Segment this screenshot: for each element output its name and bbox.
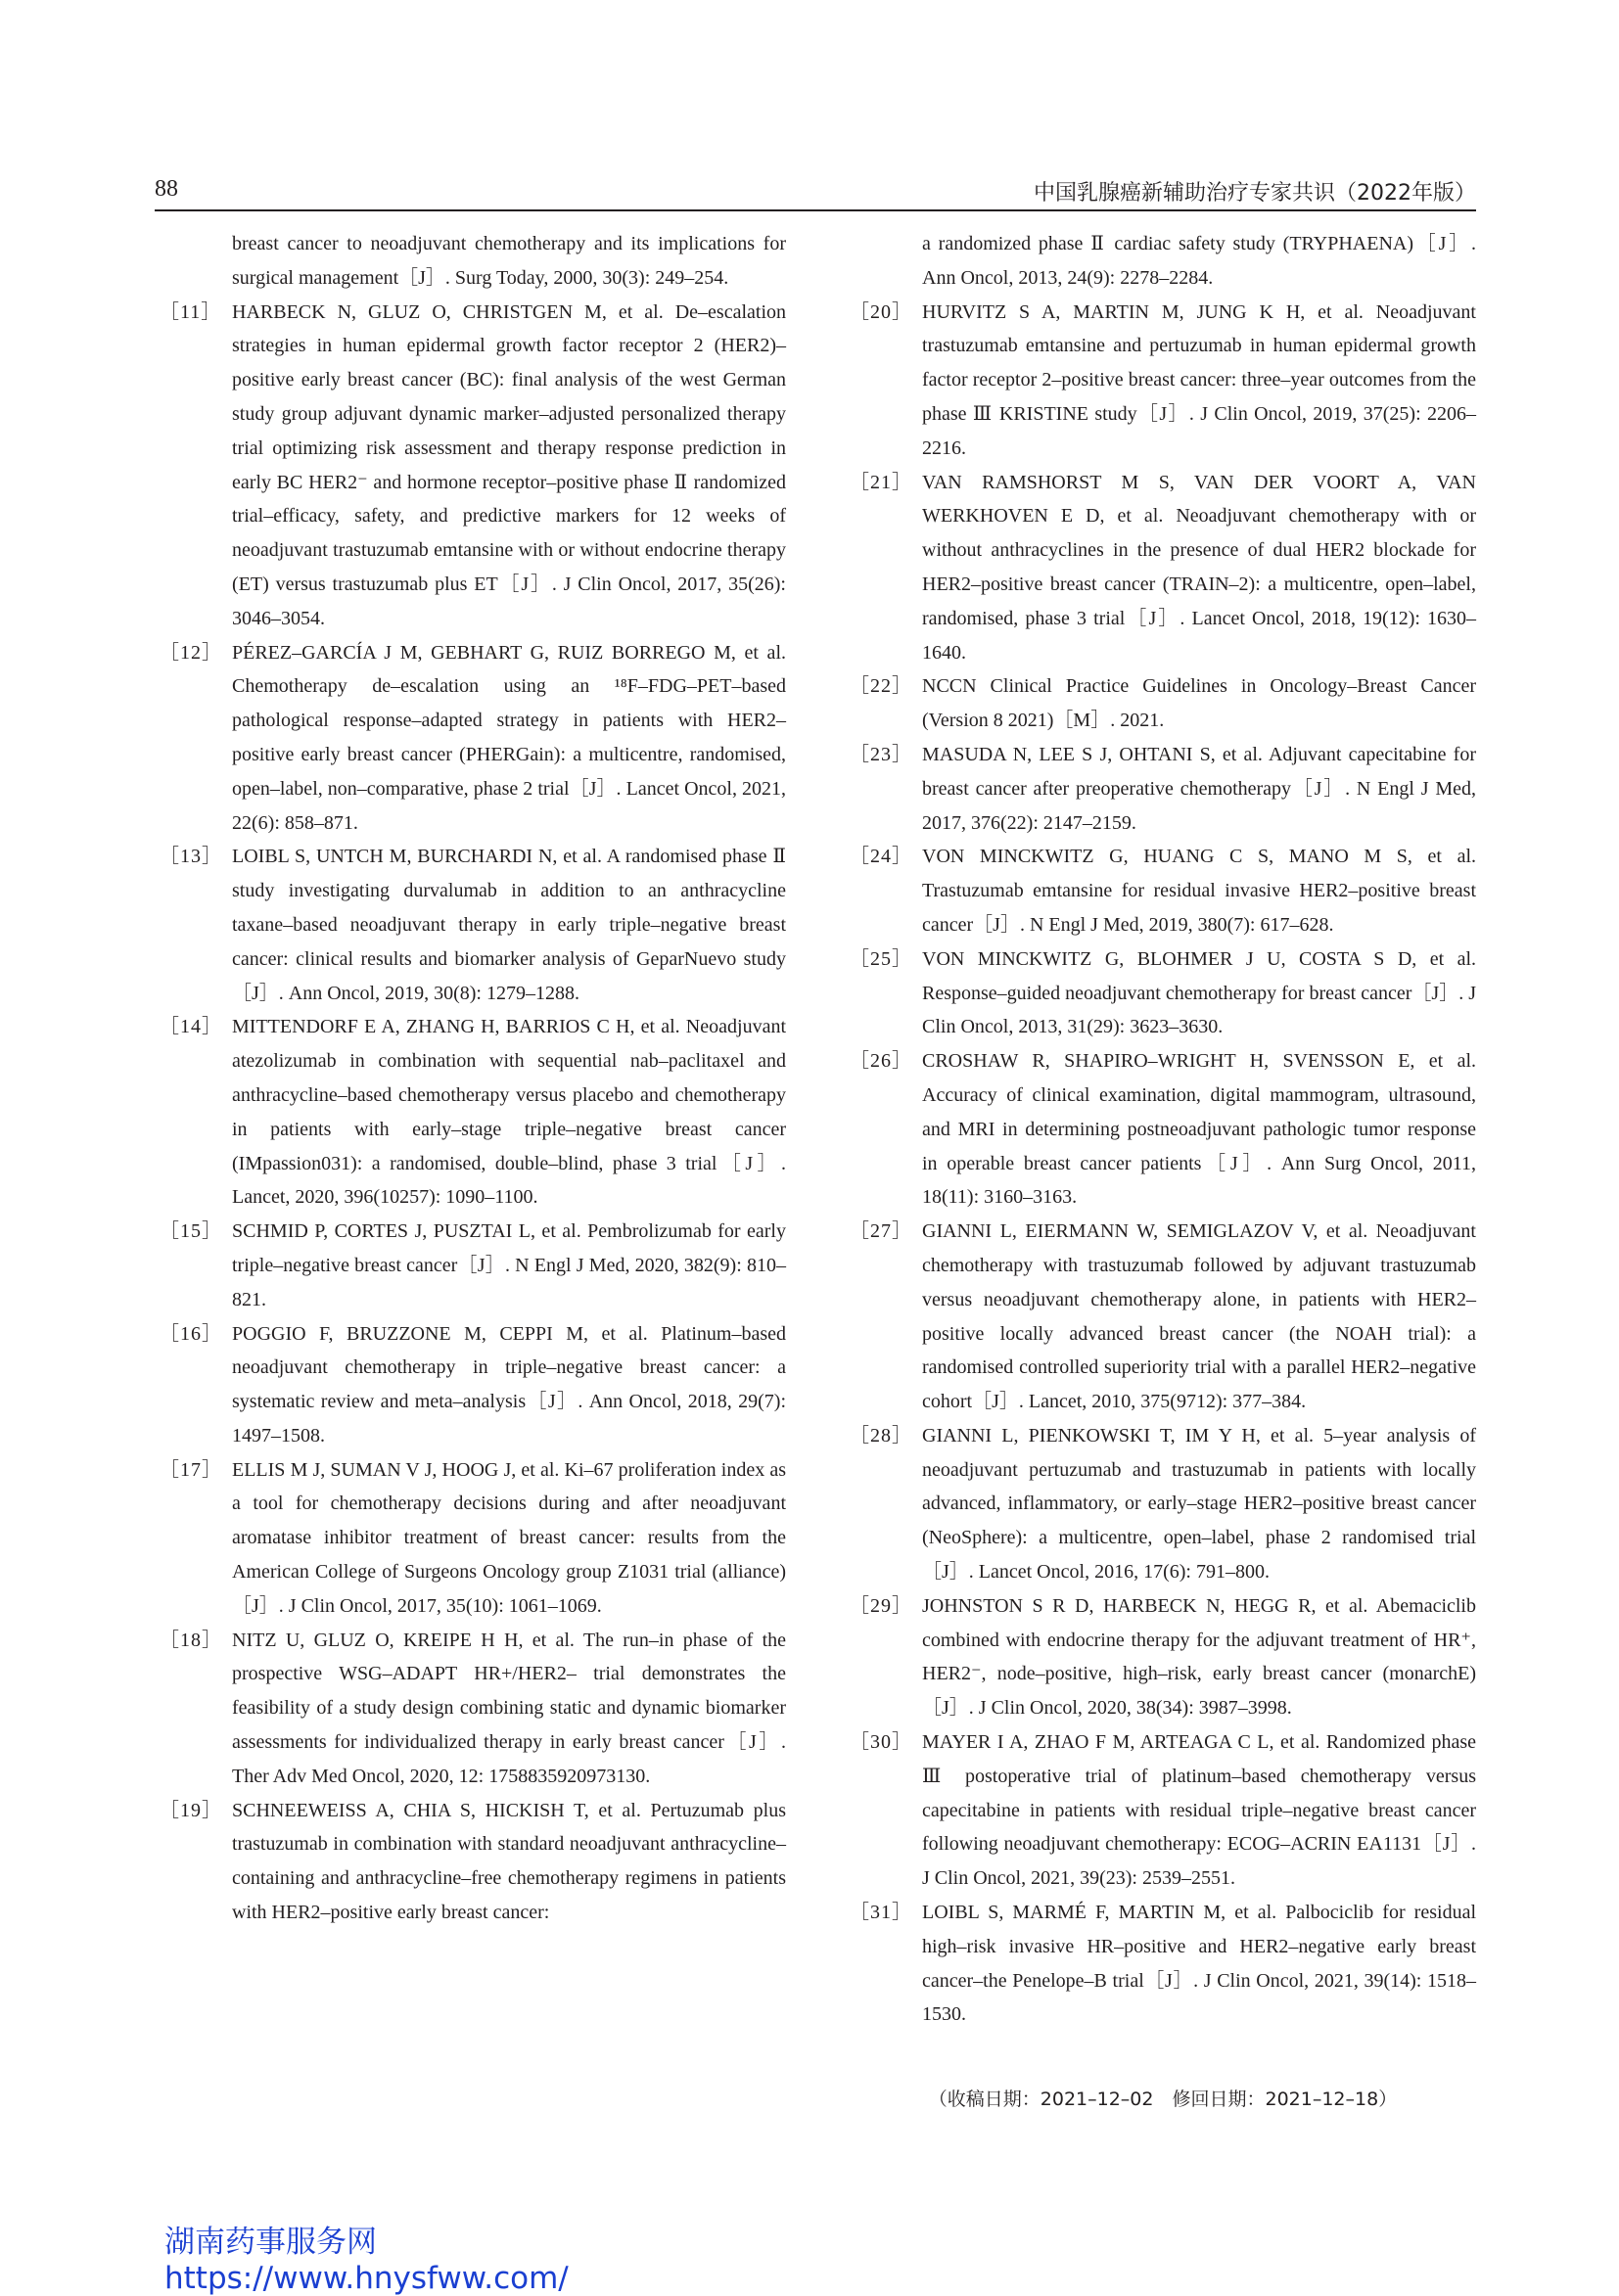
reference-text: SCHMID P, CORTES J, PUSZTAI L, et al. Pembrolizumab for early triple–negative breast cancer［J］. N Engl J Med, 2020, 382(9): 810–821. <box>232 1220 786 1310</box>
reference-number: ［31］ <box>850 1902 912 1924</box>
reference-number: ［13］ <box>160 846 222 868</box>
reference-number: ［29］ <box>850 1594 912 1617</box>
reference-item <box>850 227 1476 296</box>
reference-number: ［21］ <box>850 471 912 493</box>
reference-text: MASUDA N, LEE S J, OHTANI S, et al. Adjuvant capecitabine for breast cancer after preoperative chemotherapy［J］. N Engl J Med, 2017, 376(22): 2147–2159. <box>922 743 1476 834</box>
page-number: 88 <box>155 176 178 202</box>
reference-item <box>850 296 1476 466</box>
reference-number: ［26］ <box>850 1050 912 1073</box>
reference-item <box>850 1215 1476 1419</box>
reference-item <box>850 669 1476 738</box>
reference-text: PÉREZ–GARCÍA J M, GEBHART G, RUIZ BORREGO M, et al. Chemotherapy de–escalation using an ¹⁸F–FDG–PET–based pathological response–adapted strategy in patients with HER2–positive early breast cancer (PHERGain): a multicentre, randomised, open–label, non–comparative, phase 2 trial［J］. Lancet Oncol, 2021, 22(6): 858–871. <box>232 641 786 834</box>
reference-column-right <box>850 227 1476 2032</box>
reference-number: ［22］ <box>850 675 912 698</box>
reference-number: ［15］ <box>160 1220 222 1243</box>
reference-text: JOHNSTON S R D, HARBECK N, HEGG R, et al. Abemaciclib combined with endocrine therapy for the adjuvant treatment of HR⁺, HER2⁻, node–positive, high–risk, early breast cancer (monarchE)［J］. J Clin Oncol, 2020, 38(34): 3987–3998. <box>922 1594 1476 1720</box>
watermark-site-name: 湖南药事服务网 <box>164 2225 377 2260</box>
watermark-url-link[interactable]: https://www.hnysfww.com/ <box>164 2261 569 2296</box>
reference-text: CROSHAW R, SHAPIRO–WRIGHT H, SVENSSON E, et al. Accuracy of clinical examination, digital mammogram, ultrasound, and MRI in determining postneoadjuvant pathologic tumor response in operable breast cancer patients［J］. Ann Surg Oncol, 2011, 18(11): 3160–3163. <box>922 1050 1476 1209</box>
reference-number: ［12］ <box>160 641 222 664</box>
reference-item <box>160 840 786 1010</box>
reference-number: ［23］ <box>850 743 912 765</box>
reference-text: a randomized phase Ⅱ cardiac safety study (TRYPHAENA)［J］. Ann Oncol, 2013, 24(9): 2278–2284. <box>922 233 1476 289</box>
reference-item <box>160 1215 786 1316</box>
reference-item <box>160 1624 786 1794</box>
reference-number: ［19］ <box>160 1799 222 1821</box>
watermark <box>164 2224 569 2296</box>
reference-number: ［17］ <box>160 1458 222 1481</box>
reference-item <box>850 1896 1476 2032</box>
reference-number: ［27］ <box>850 1220 912 1243</box>
reference-item <box>160 1794 786 1930</box>
reference-item <box>850 1725 1476 1896</box>
reference-text: VON MINCKWITZ G, BLOHMER J U, COSTA S D, et al. Response–guided neoadjuvant chemotherapy for breast cancer［J］. J Clin Oncol, 2013, 31(29): 3623–3630. <box>922 947 1476 1038</box>
reference-item <box>850 1419 1476 1589</box>
reference-item <box>850 1589 1476 1725</box>
reference-column-left <box>160 227 786 1930</box>
reference-number: ［24］ <box>850 846 912 868</box>
reference-number: ［20］ <box>850 300 912 323</box>
reference-text: breast cancer to neoadjuvant chemotherapy and its implications for surgical management［J］. Surg Today, 2000, 30(3): 249–254. <box>232 233 786 289</box>
reference-item <box>850 466 1476 670</box>
reference-text: GIANNI L, EIERMANN W, SEMIGLAZOV V, et al. Neoadjuvant chemotherapy with trastuzumab followed by adjuvant trastuzumab versus neoadjuvant chemotherapy alone, in patients with HER2–positive locally advanced breast cancer (the NOAH trial): a randomised controlled superiority trial with a parallel HER2–negative cohort［J］. Lancet, 2010, 375(9712): 377–384. <box>922 1220 1476 1413</box>
reference-item <box>850 942 1476 1044</box>
reference-number: ［28］ <box>850 1424 912 1446</box>
reference-text: ELLIS M J, SUMAN V J, HOOG J, et al. Ki–67 proliferation index as a tool for chemotherapy decisions during and after neoadjuvant aromatase inhibitor treatment of breast cancer: results from the American College of Surgeons Oncology group Z1031 trial (alliance)［J］. J Clin Oncol, 2017, 35(10): 1061–1069. <box>232 1458 786 1617</box>
reference-text: GIANNI L, PIENKOWSKI T, IM Y H, et al. 5–year analysis of neoadjuvant pertuzumab and trastuzumab in patients with locally advanced, inflammatory, or early–stage HER2–positive breast cancer (NeoSphere): a multicentre, open–label, phase 2 randomised trial［J］. Lancet Oncol, 2016, 17(6): 791–800. <box>922 1424 1476 1584</box>
reference-text: VON MINCKWITZ G, HUANG C S, MANO M S, et al. Trastuzumab emtansine for residual invasive HER2–positive breast cancer［J］. N Engl J Med, 2019, 380(7): 617–628. <box>922 846 1476 936</box>
reference-text: LOIBL S, UNTCH M, BURCHARDI N, et al. A randomised phase Ⅱ study investigating durvalumab in addition to an anthracycline taxane–based neoadjuvant therapy in early triple–negative breast cancer: clinical results and biomarker analysis of GeparNuevo study［J］. Ann Oncol, 2019, 30(8): 1279–1288. <box>232 846 786 1004</box>
received-revised-dates: （收稿日期：2021–12–02 修回日期：2021–12–18） <box>928 2089 1398 2110</box>
reference-number: ［25］ <box>850 947 912 970</box>
reference-item <box>160 227 786 296</box>
reference-item <box>160 1453 786 1624</box>
reference-text: NITZ U, GLUZ O, KREIPE H H, et al. The run–in phase of the prospective WSG–ADAPT HR+/HER2– trial demonstrates the feasibility of a study design combining static and dynamic biomarker assessments for individualized therapy in early breast cancer［J］. Ther Adv Med Oncol, 2020, 12: 1758835920973130. <box>232 1629 786 1787</box>
reference-text: MAYER I A, ZHAO F M, ARTEAGA C L, et al. Randomized phase Ⅲ postoperative trial of platinum–based chemotherapy versus capecitabine in patients with residual triple–negative breast cancer following neoadjuvant chemotherapy: ECOG–ACRIN EA1131［J］. J Clin Oncol, 2021, 39(23): 2539–2551. <box>922 1731 1476 1890</box>
reference-item <box>160 296 786 636</box>
reference-text: VAN RAMSHORST M S, VAN DER VOORT A, VAN WERKHOVEN E D, et al. Neoadjuvant chemotherapy with or without anthracyclines in the presence of dual HER2 blockade for HER2–positive breast cancer (TRAIN–2): a multicentre, open–label, randomised, phase 3 trial［J］. Lancet Oncol, 2018, 19(12): 1630–1640. <box>922 471 1476 664</box>
reference-number: ［18］ <box>160 1629 222 1651</box>
reference-text: SCHNEEWEISS A, CHIA S, HICKISH T, et al. Pertuzumab plus trastuzumab in combination with standard neoadjuvant anthracycline–containing and anthracycline–free chemotherapy regimens in patients with HER2–positive early breast cancer: <box>232 1799 786 1924</box>
reference-item <box>850 738 1476 840</box>
reference-number: ［11］ <box>160 300 222 323</box>
reference-item <box>160 1317 786 1453</box>
header-rule <box>155 209 1476 211</box>
page-header <box>155 174 1476 207</box>
reference-number: ［30］ <box>850 1731 912 1754</box>
reference-item <box>850 840 1476 941</box>
reference-text: LOIBL S, MARMÉ F, MARTIN M, et al. Palbociclib for residual high–risk invasive HR–positive and HER2–negative early breast cancer–the Penelope–B trial［J］. J Clin Oncol, 2021, 39(14): 1518–1530. <box>922 1902 1476 2026</box>
reference-item <box>850 1044 1476 1215</box>
reference-text: HURVITZ S A, MARTIN M, JUNG K H, et al. Neoadjuvant trastuzumab emtansine and pertuzumab in human epidermal growth factor receptor 2–positive breast cancer: three–year outcomes from the phase Ⅲ KRISTINE study［J］. J Clin Oncol, 2019, 37(25): 2206–2216. <box>922 300 1476 459</box>
reference-item <box>160 636 786 841</box>
reference-number: ［16］ <box>160 1322 222 1345</box>
reference-text: MITTENDORF E A, ZHANG H, BARRIOS C H, et al. Neoadjuvant atezolizumab in combination with sequential nab–paclitaxel and anthracycline–based chemotherapy versus placebo and chemotherapy in patients with early–stage triple–negative breast cancer (IMpassion031): a randomised, double–blind, phase 3 trial［J］. Lancet, 2020, 396(10257): 1090–1100. <box>232 1016 786 1209</box>
reference-number: ［14］ <box>160 1016 222 1038</box>
reference-text: HARBECK N, GLUZ O, CHRISTGEN M, et al. De–escalation strategies in human epidermal growth factor receptor 2 (HER2)–positive early breast cancer (BC): final analysis of the west German study group adjuvant dynamic marker–adjusted personalized therapy trial optimizing risk assessment and therapy response prediction in early BC HER2⁻ and hormone receptor–positive phase Ⅱ randomized trial–efficacy, safety, and predictive markers for 12 weeks of neoadjuvant trastuzumab emtansine with or without endocrine therapy (ET) versus trastuzumab plus ET［J］. J Clin Oncol, 2017, 35(26): 3046–3054. <box>232 300 786 629</box>
reference-item <box>160 1010 786 1215</box>
running-title: 中国乳腺癌新辅助治疗专家共识（2022年版） <box>1034 181 1476 206</box>
reference-text: POGGIO F, BRUZZONE M, CEPPI M, et al. Platinum–based neoadjuvant chemotherapy in triple–negative breast cancer: a systematic review and meta–analysis［J］. Ann Oncol, 2018, 29(7): 1497–1508. <box>232 1322 786 1446</box>
reference-text: NCCN Clinical Practice Guidelines in Oncology–Breast Cancer (Version 8 2021)［M］. 2021. <box>922 675 1476 732</box>
